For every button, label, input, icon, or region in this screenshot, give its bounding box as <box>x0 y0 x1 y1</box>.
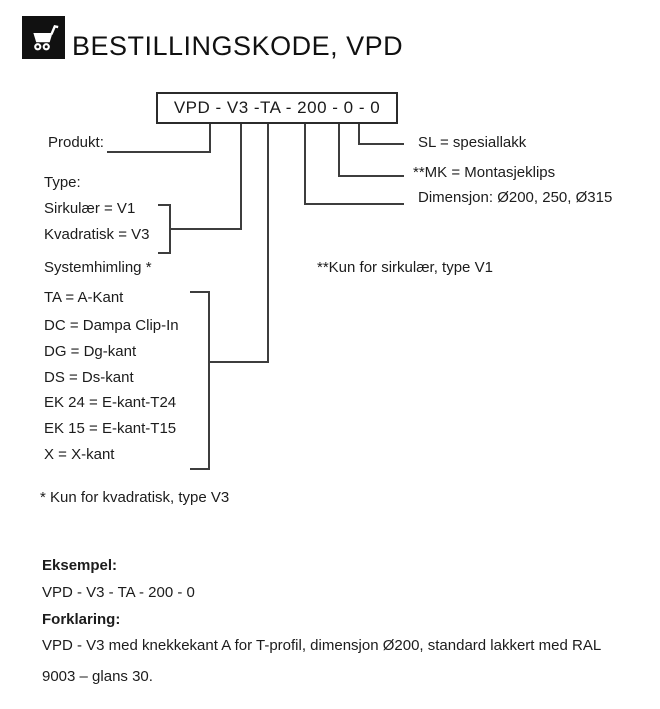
dimension-label: Dimensjon: Ø200, 250, Ø315 <box>418 189 613 206</box>
shopping-cart-glyph <box>27 21 61 55</box>
connector-sl-line <box>358 143 404 145</box>
system-bracket-vertical <box>208 291 210 470</box>
connector-type-vertical <box>240 124 242 230</box>
connector-produkt-line <box>107 151 211 153</box>
explanation-heading: Forklaring: <box>42 611 121 628</box>
system-bracket-top-tick <box>190 291 210 293</box>
example-heading: Eksempel: <box>42 557 118 574</box>
type-option-v3: Kvadratisk = V3 <box>44 226 150 243</box>
shopping-cart-icon <box>22 16 65 59</box>
system-label: Systemhimling * <box>44 259 152 276</box>
connector-dimension-vertical <box>304 124 306 205</box>
connector-dimension-line <box>304 203 404 205</box>
connector-produkt-vertical <box>209 124 211 153</box>
connector-sl-vertical <box>358 124 360 145</box>
connector-system-vertical <box>267 124 269 363</box>
system-option-x: X = X-kant <box>44 446 115 463</box>
explanation-line-1: VPD - V3 med knekkekant A for T-profil, dimensjon Ø200, standard lakkert med RAL <box>42 637 602 654</box>
system-bracket-bottom-tick <box>190 468 210 470</box>
connector-mk-vertical <box>338 124 340 177</box>
type-option-v1: Sirkulær = V1 <box>44 200 136 217</box>
system-option-ek15: EK 15 = E-kant-T15 <box>44 420 177 437</box>
sl-label: SL = spesiallakk <box>418 134 527 151</box>
ordering-code-box: VPD - V3 -TA - 200 - 0 - 0 <box>156 92 398 124</box>
type-bracket-middle-line <box>169 228 242 230</box>
system-option-ek24: EK 24 = E-kant-T24 <box>44 394 177 411</box>
type-label: Type: <box>44 174 81 191</box>
system-bracket-middle-line <box>208 361 269 363</box>
produkt-label: Produkt: <box>48 134 104 151</box>
mk-label: **MK = Montasjeklips <box>413 164 556 181</box>
system-option-dg: DG = Dg-kant <box>44 343 137 360</box>
type-bracket-bottom-tick <box>158 252 171 254</box>
page-title: BESTILLINGSKODE, VPD <box>72 31 404 61</box>
connector-mk-line <box>338 175 404 177</box>
example-code: VPD - V3 - TA - 200 - 0 <box>42 584 195 601</box>
circular-note: **Kun for sirkulær, type V1 <box>317 259 493 276</box>
system-option-ta: TA = A-Kant <box>44 289 124 306</box>
system-option-ds: DS = Ds-kant <box>44 369 134 386</box>
footnote: * Kun for kvadratisk, type V3 <box>40 489 230 506</box>
system-option-dc: DC = Dampa Clip-In <box>44 317 179 334</box>
explanation-line-2: 9003 – glans 30. <box>42 668 153 685</box>
